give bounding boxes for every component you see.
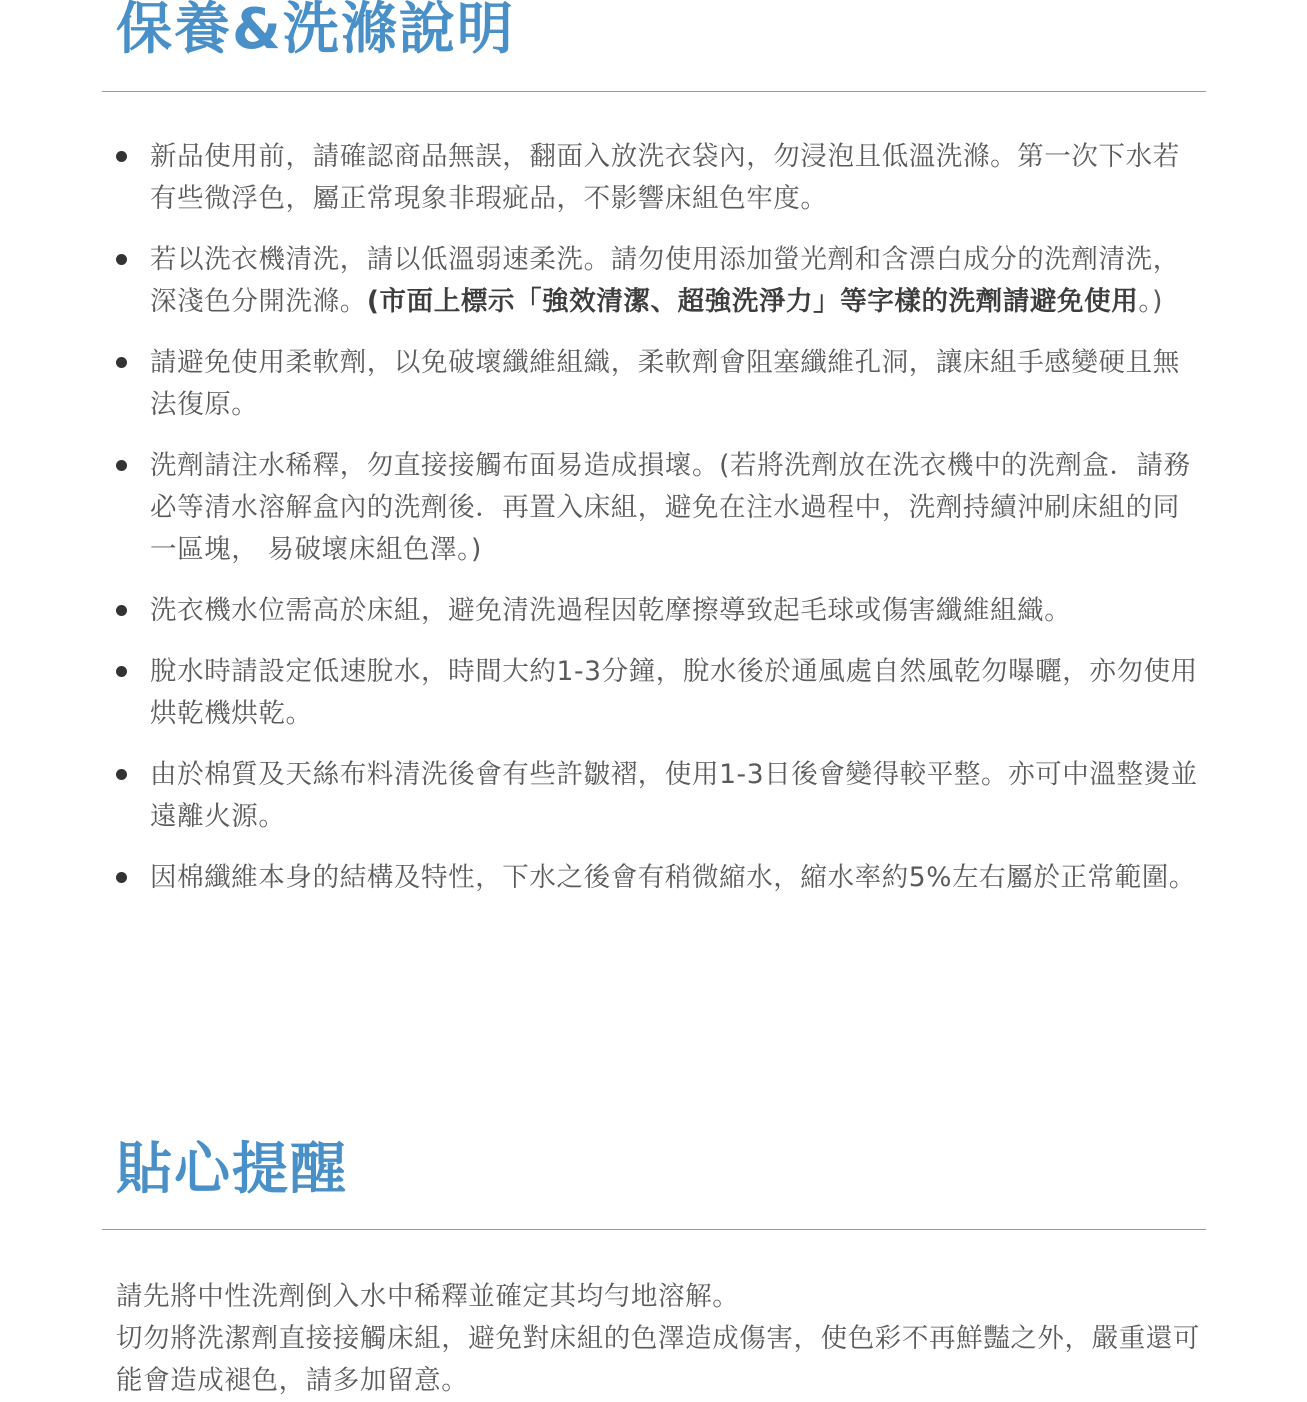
list-item-text: 若以洗衣機清洗，請以低溫弱速柔洗。請勿使用添加螢光劑和含漂白成分的洗劑清洗，深淺色分開洗滌。 [150, 244, 1180, 317]
list-item-text: 因棉纖維本身的結構及特性，下水之後會有稍微縮水，縮水率約5%左右屬於正常範圍。 [150, 862, 1196, 893]
bullet-icon [116, 872, 127, 883]
bullet-icon [116, 151, 127, 162]
list-item-text: 新品使用前，請確認商品無誤，翻面入放洗衣袋內，勿浸泡且低溫洗滌。第一次下水若有些微浮色，屬正常現象非瑕疵品，不影響床組色牢度。 [150, 141, 1180, 214]
list-item [112, 590, 1202, 632]
list-item-text-end: 。) [1138, 286, 1164, 317]
tips-text-block [116, 1276, 1206, 1402]
list-item [112, 342, 1202, 426]
list-item-text: 洗衣機水位需高於床組，避免清洗過程因乾摩擦導致起毛球或傷害纖維組織。 [150, 595, 1072, 626]
tips-section-divider [102, 1229, 1206, 1230]
list-item [112, 445, 1202, 571]
list-item [112, 754, 1202, 838]
tips-line: 切勿將洗潔劑直接接觸床組，避免對床組的色澤造成傷害，使色彩不再鮮豔之外，嚴重還可能會造成褪色，請多加留意。 [116, 1323, 1200, 1396]
bullet-icon [116, 357, 127, 368]
list-item-text: 由於棉質及天絲布料清洗後會有些許皺褶，使用1-3日後會變得較平整。亦可中溫整燙並遠離火源。 [150, 759, 1198, 832]
tips-section-title: 貼心提醒 [116, 1137, 348, 1202]
tips-line: 請先將中性洗劑倒入水中稀釋並確定其均勻地溶解。 [116, 1281, 740, 1312]
bullet-icon [116, 254, 127, 265]
list-item-text: 請避免使用柔軟劑，以免破壞纖維組織，柔軟劑會阻塞纖維孔洞，讓床組手感變硬且無法復原。 [150, 347, 1180, 420]
list-item-emphasis: (市面上標示「強效清潔、超強洗淨力」等字樣的洗劑請避免使用 [366, 286, 1139, 317]
list-item [112, 136, 1202, 220]
list-item [112, 857, 1202, 899]
bullet-icon [116, 605, 127, 616]
bullet-icon [116, 460, 127, 471]
list-item-text: 脫水時請設定低速脫水，時間大約1-3分鐘，脫水後於通風處自然風乾勿曝曬，亦勿使用烘乾機烘乾。 [150, 656, 1198, 729]
list-item-text: 洗劑請注水稀釋，勿直接接觸布面易造成損壞。(若將洗劑放在洗衣機中的洗劑盒．請務必等清水溶解盒內的洗劑後．再置入床組，避免在注水過程中，洗劑持續沖刷床組的同一區塊， 易破壞床組色澤。) [150, 450, 1191, 565]
care-section-title: 保養&洗滌說明 [116, 0, 515, 62]
care-section-divider [102, 91, 1206, 92]
list-item [112, 239, 1202, 323]
bullet-icon [116, 769, 127, 780]
care-instructions-list [112, 136, 1202, 918]
list-item [112, 651, 1202, 735]
bullet-icon [116, 666, 127, 677]
